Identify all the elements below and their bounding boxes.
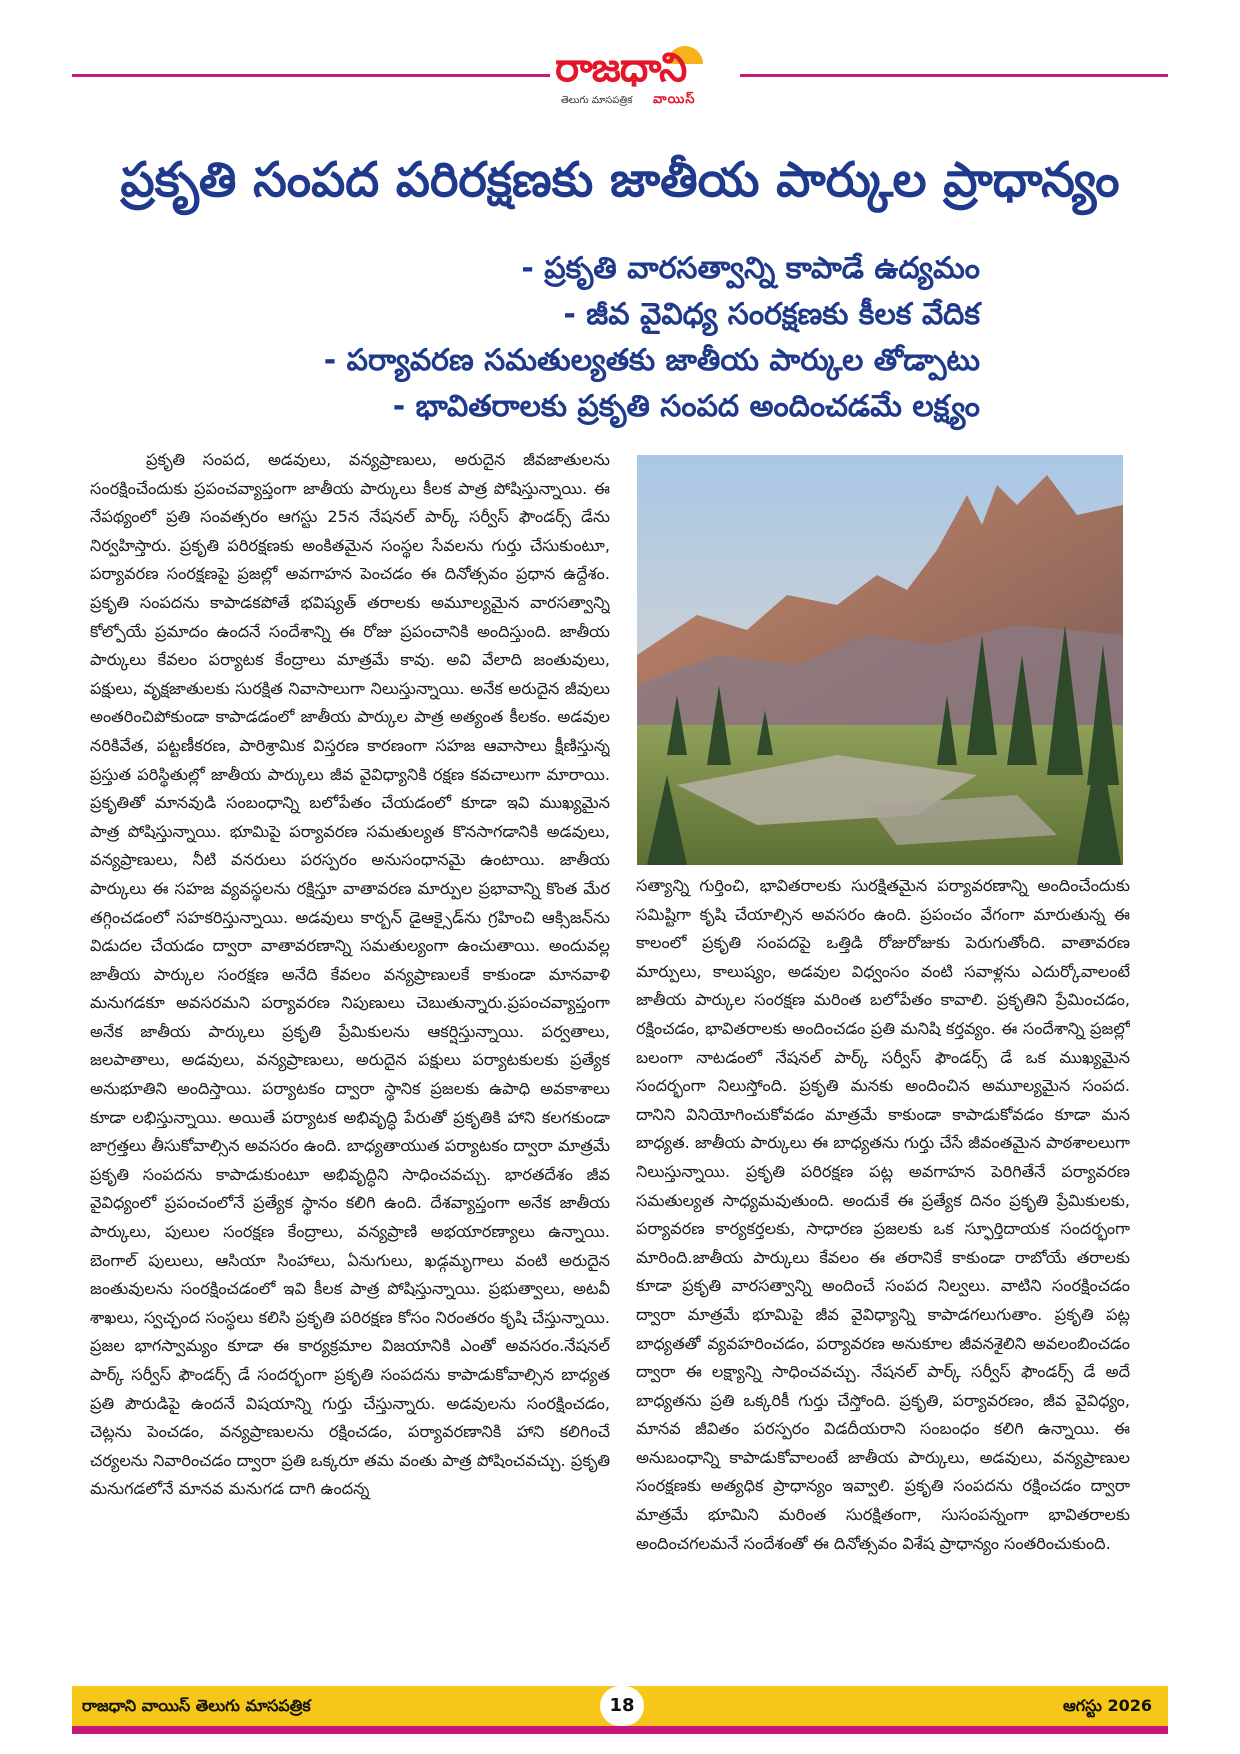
article-headline: ప్రకృతి సంపద పరిరక్షణకు జాతీయ పార్కుల ప్రాధాన్యం	[120, 152, 1120, 208]
landscape-illustration	[637, 455, 1123, 865]
article-column-right	[636, 872, 1130, 1636]
header-rule-right	[740, 74, 1168, 77]
column-left-text: ప్రకృతి సంపద, అడవులు, వన్యప్రాణులు, అరుదైన జీవజాతులను సంరక్షించేందుకు ప్రపంచవ్యాప్తంగా జాతీయ పార్కులు కీలక పాత్ర పోషిస్తున్నాయి. ఈ నేపథ్యంలో ప్రతి సంవత్సరం ఆగస్టు 25న నేషనల్ పార్క్ సర్వీస్ ఫౌండర్స్ డేను నిర్వహిస్తారు. ప్రకృతి పరిరక్షణకు అంకితమైన సంస్థల సేవలను గుర్తు చేసుకుంటూ, పర్యావరణ సంరక్షణపై ప్రజల్లో అవగాహన పెంచడం ఈ దినోత్సవం ప్రధాన ఉద్దేశం. ప్రకృతి సంపదను కాపాడకపోతే భవిష్యత్ తరాలకు అమూల్యమైన వారసత్వాన్ని కోల్పోయే ప్రమాదం ఉందనే సందేశాన్ని ఈ రోజు ప్రపంచానికి అందిస్తుంది. జాతీయ పార్కులు కేవలం పర్యాటక కేంద్రాలు మాత్రమే కావు. అవి వేలాది జంతువులు, పక్షులు, వృక్షజాతులకు సురక్షిత నివాసాలుగా నిలుస్తున్నాయి. అనేక అరుదైన జీవులు అంతరించిపోకుండా కాపాడడంలో జాతీయ పార్కుల పాత్ర అత్యంత కీలకం. అడవుల నరికివేత, పట్టణీకరణ, పారిశ్రామిక విస్తరణ కారణంగా సహజ ఆవాసాలు క్షీణిస్తున్న ప్రస్తుత పరిస్థితుల్లో జాతీయ పార్కులు జీవ వైవిధ్యానికి రక్షణ కవచాలుగా మారాయి. ప్రకృతితో మానవుడి సంబంధాన్ని బలోపేతం చేయడంలో కూడా ఇవి ముఖ్యమైన పాత్ర పోషిస్తున్నాయి. భూమిపై పర్యావరణ సమతుల్యత కొనసాగడానికి అడవులు, వన్యప్రాణులు, నీటి వనరులు పరస్పరం అనుసంధానమై ఉంటాయి. జాతీయ పార్కులు ఈ సహజ వ్యవస్థలను రక్షిస్తూ వాతావరణ మార్పుల ప్రభావాన్ని కొంత మేర తగ్గించడంలో సహకరిస్తున్నాయి. అడవులు కార్బన్ డైఆక్సైడ్‌ను గ్రహించి ఆక్సిజన్‌ను విడుదల చేయడం ద్వారా వాతావరణాన్ని సమతుల్యంగా ఉంచుతాయి. అందువల్ల జాతీయ పార్కుల సంరక్షణ అనేది కేవలం వన్యప్రాణులకే కాకుండా మానవాళి మనుగడకూ అవసరమని పర్యావరణ నిపుణులు చెబుతున్నారు.ప్రపంచవ్యాప్తంగా అనేక జాతీయ పార్కులు ప్రకృతి ప్రేమికులను ఆకర్షిస్తున్నాయి. పర్వతాలు, జలపాతాలు, అడవులు, వన్యప్రాణులు, అరుదైన పక్షులు పర్యాటకులకు ప్రత్యేక అనుభూతిని అందిస్తాయి. పర్యాటకం ద్వారా స్థానిక ప్రజలకు ఉపాధి అవకాశాలు కూడా లభిస్తున్నాయి. అయితే పర్యాటక అభివృద్ధి పేరుతో ప్రకృతికి హాని కలగకుండా జాగ్రత్తలు తీసుకోవాల్సిన అవసరం ఉంది. బాధ్యతాయుత పర్యాటకం ద్వారా మాత్రమే ప్రకృతి సంపదను కాపాడుకుంటూ అభివృద్ధిని సాధించవచ్చు. భారతదేశం జీవ వైవిధ్యంలో ప్రపంచంలోనే ప్రత్యేక స్థానం కలిగి ఉంది. దేశవ్యాప్తంగా అనేక జాతీయ పార్కులు, పులుల సంరక్షణ కేంద్రాలు, వన్యప్రాణి అభయారణ్యాలు ఉన్నాయి. బెంగాల్ పులులు, ఆసియా సింహాలు, ఏనుగులు, ఖడ్గమృగాలు వంటి అరుదైన జంతువులను సంరక్షించడంలో ఇవి కీలక పాత్ర పోషిస్తున్నాయి. ప్రభుత్వాలు, అటవీ శాఖలు, స్వచ్ఛంద సంస్థలు కలిసి ప్రకృతి పరిరక్షణ కోసం నిరంతరం కృషి చేస్తున్నాయి. ప్రజల భాగస్వామ్యం కూడా ఈ కార్యక్రమాల విజయానికి ఎంతో అవసరం.నేషనల్ పార్క్ సర్వీస్ ఫౌండర్స్ డే సందర్భంగా ప్రకృతి సంపదను కాపాడుకోవాల్సిన బాధ్యత ప్రతి పౌరుడిపై ఉందనే విషయాన్ని గుర్తు చేస్తున్నారు. అడవులను సంరక్షించడం, చెట్లను పెంచడం, వన్యప్రాణులను రక్షించడం, పర్యావరణానికి హాని కలిగించే చర్యలను నివారించడం ద్వారా ప్రతి ఒక్కరూ తమ వంతు పాత్ర పోషించవచ్చు. ప్రకృతి మనుగడలోనే మానవ మనుగడ దాగి ఉందన్న	[90, 450, 610, 1499]
footer-issue-date: ఆగస్టు 2026	[1063, 1696, 1152, 1715]
footer-publication-name: రాజధాని వాయిస్ తెలుగు మాసపత్రిక	[82, 1696, 311, 1715]
logo-voice: వాయిస్	[653, 92, 696, 107]
logo-subtitle: తెలుగు మాసపత్రిక	[561, 95, 633, 106]
subheading: - ప్రకృతి వారసత్వాన్ని కాపాడే ఉద్యమం	[521, 251, 980, 286]
header-rule-left	[72, 74, 550, 77]
article-column-left	[90, 446, 610, 1636]
masthead-logo	[555, 40, 735, 110]
footer-rule	[72, 1726, 1168, 1734]
subheading: - భావితరాలకు ప్రకృతి సంపద అందించడమే లక్ష్యం	[392, 389, 980, 424]
subheading: - జీవ వైవిధ్య సంరక్షణకు కీలక వేదిక	[563, 297, 980, 332]
article-subheadings	[100, 246, 980, 430]
logo-wordmark: రాజధాని	[555, 45, 687, 91]
page-number: 18	[600, 1686, 644, 1726]
article-photo-mountain-landscape	[637, 455, 1123, 865]
column-right-text: సత్యాన్ని గుర్తించి, భావితరాలకు సురక్షితమైన పర్యావరణాన్ని అందించేందుకు సమిష్టిగా కృషి చేయాల్సిన అవసరం ఉంది. ప్రపంచం వేగంగా మారుతున్న ఈ కాలంలో ప్రకృతి సంపదపై ఒత్తిడి రోజురోజుకు పెరుగుతోంది. వాతావరణ మార్పులు, కాలుష్యం, అడవుల విధ్వంసం వంటి సవాళ్లను ఎదుర్కోవాలంటే జాతీయ పార్కుల సంరక్షణ మరింత బలోపేతం కావాలి. ప్రకృతిని ప్రేమించడం, రక్షించడం, భావితరాలకు అందించడం ప్రతి మనిషి కర్తవ్యం. ఈ సందేశాన్ని ప్రజల్లో బలంగా నాటడంలో నేషనల్ పార్క్ సర్వీస్ ఫౌండర్స్ డే ఒక ముఖ్యమైన సందర్భంగా నిలుస్తోంది. ప్రకృతి మనకు అందించిన అమూల్యమైన సంపద. దానిని వినియోగించుకోవడం మాత్రమే కాకుండా కాపాడుకోవడం కూడా మన బాధ్యత. జాతీయ పార్కులు ఈ బాధ్యతను గుర్తు చేసే జీవంతమైన పాఠశాలలుగా నిలుస్తున్నాయి. ప్రకృతి పరిరక్షణ పట్ల అవగాహన పెరిగితేనే పర్యావరణ సమతుల్యత సాధ్యమవుతుంది. అందుకే ఈ ప్రత్యేక దినం ప్రకృతి ప్రేమికులకు, పర్యావరణ కార్యకర్తలకు, సాధారణ ప్రజలకు ఒక స్ఫూర్తిదాయక సందర్భంగా మారింది.జాతీయ పార్కులు కేవలం ఈ తరానికే కాకుండా రాబోయే తరాలకు కూడా ప్రకృతి వారసత్వాన్ని అందించే సంపద నిల్వలు. వాటిని సంరక్షించడం ద్వారా మాత్రమే భూమిపై జీవ వైవిధ్యాన్ని కాపాడగలుగుతాం. ప్రకృతి పట్ల బాధ్యతతో వ్యవహరించడం, పర్యావరణ అనుకూల జీవనశైలిని అవలంబించడం ద్వారా ఈ లక్ష్యాన్ని సాధించవచ్చు. నేషనల్ పార్క్ సర్వీస్ ఫౌండర్స్ డే అదే బాధ్యతను ప్రతి ఒక్కరికీ గుర్తు చేస్తోంది. ప్రకృతి, పర్యావరణం, జీవ వైవిధ్యం, మానవ జీవితం పరస్పరం విడదీయరాని సంబంధం కలిగి ఉన్నాయి. ఈ అనుబంధాన్ని కాపాడుకోవాలంటే జాతీయ పార్కులు, అడవులు, వన్యప్రాణుల సంరక్షణకు అత్యధిక ప్రాధాన్యం ఇవ్వాలి. ప్రకృతి సంపదను రక్షించడం ద్వారా మాత్రమే భూమిని మరింత సురక్షితంగా, సుసంపన్నంగా భావితరాలకు అందించగలమనే సందేశంతో ఈ దినోత్సవం విశేష ప్రాధాన్యం సంతరించుకుంది.	[636, 876, 1130, 1553]
page-footer	[72, 1686, 1168, 1726]
subheading: - పర్యావరణ సమతుల్యతకు జాతీయ పార్కుల తోడ్పాటు	[323, 343, 980, 378]
